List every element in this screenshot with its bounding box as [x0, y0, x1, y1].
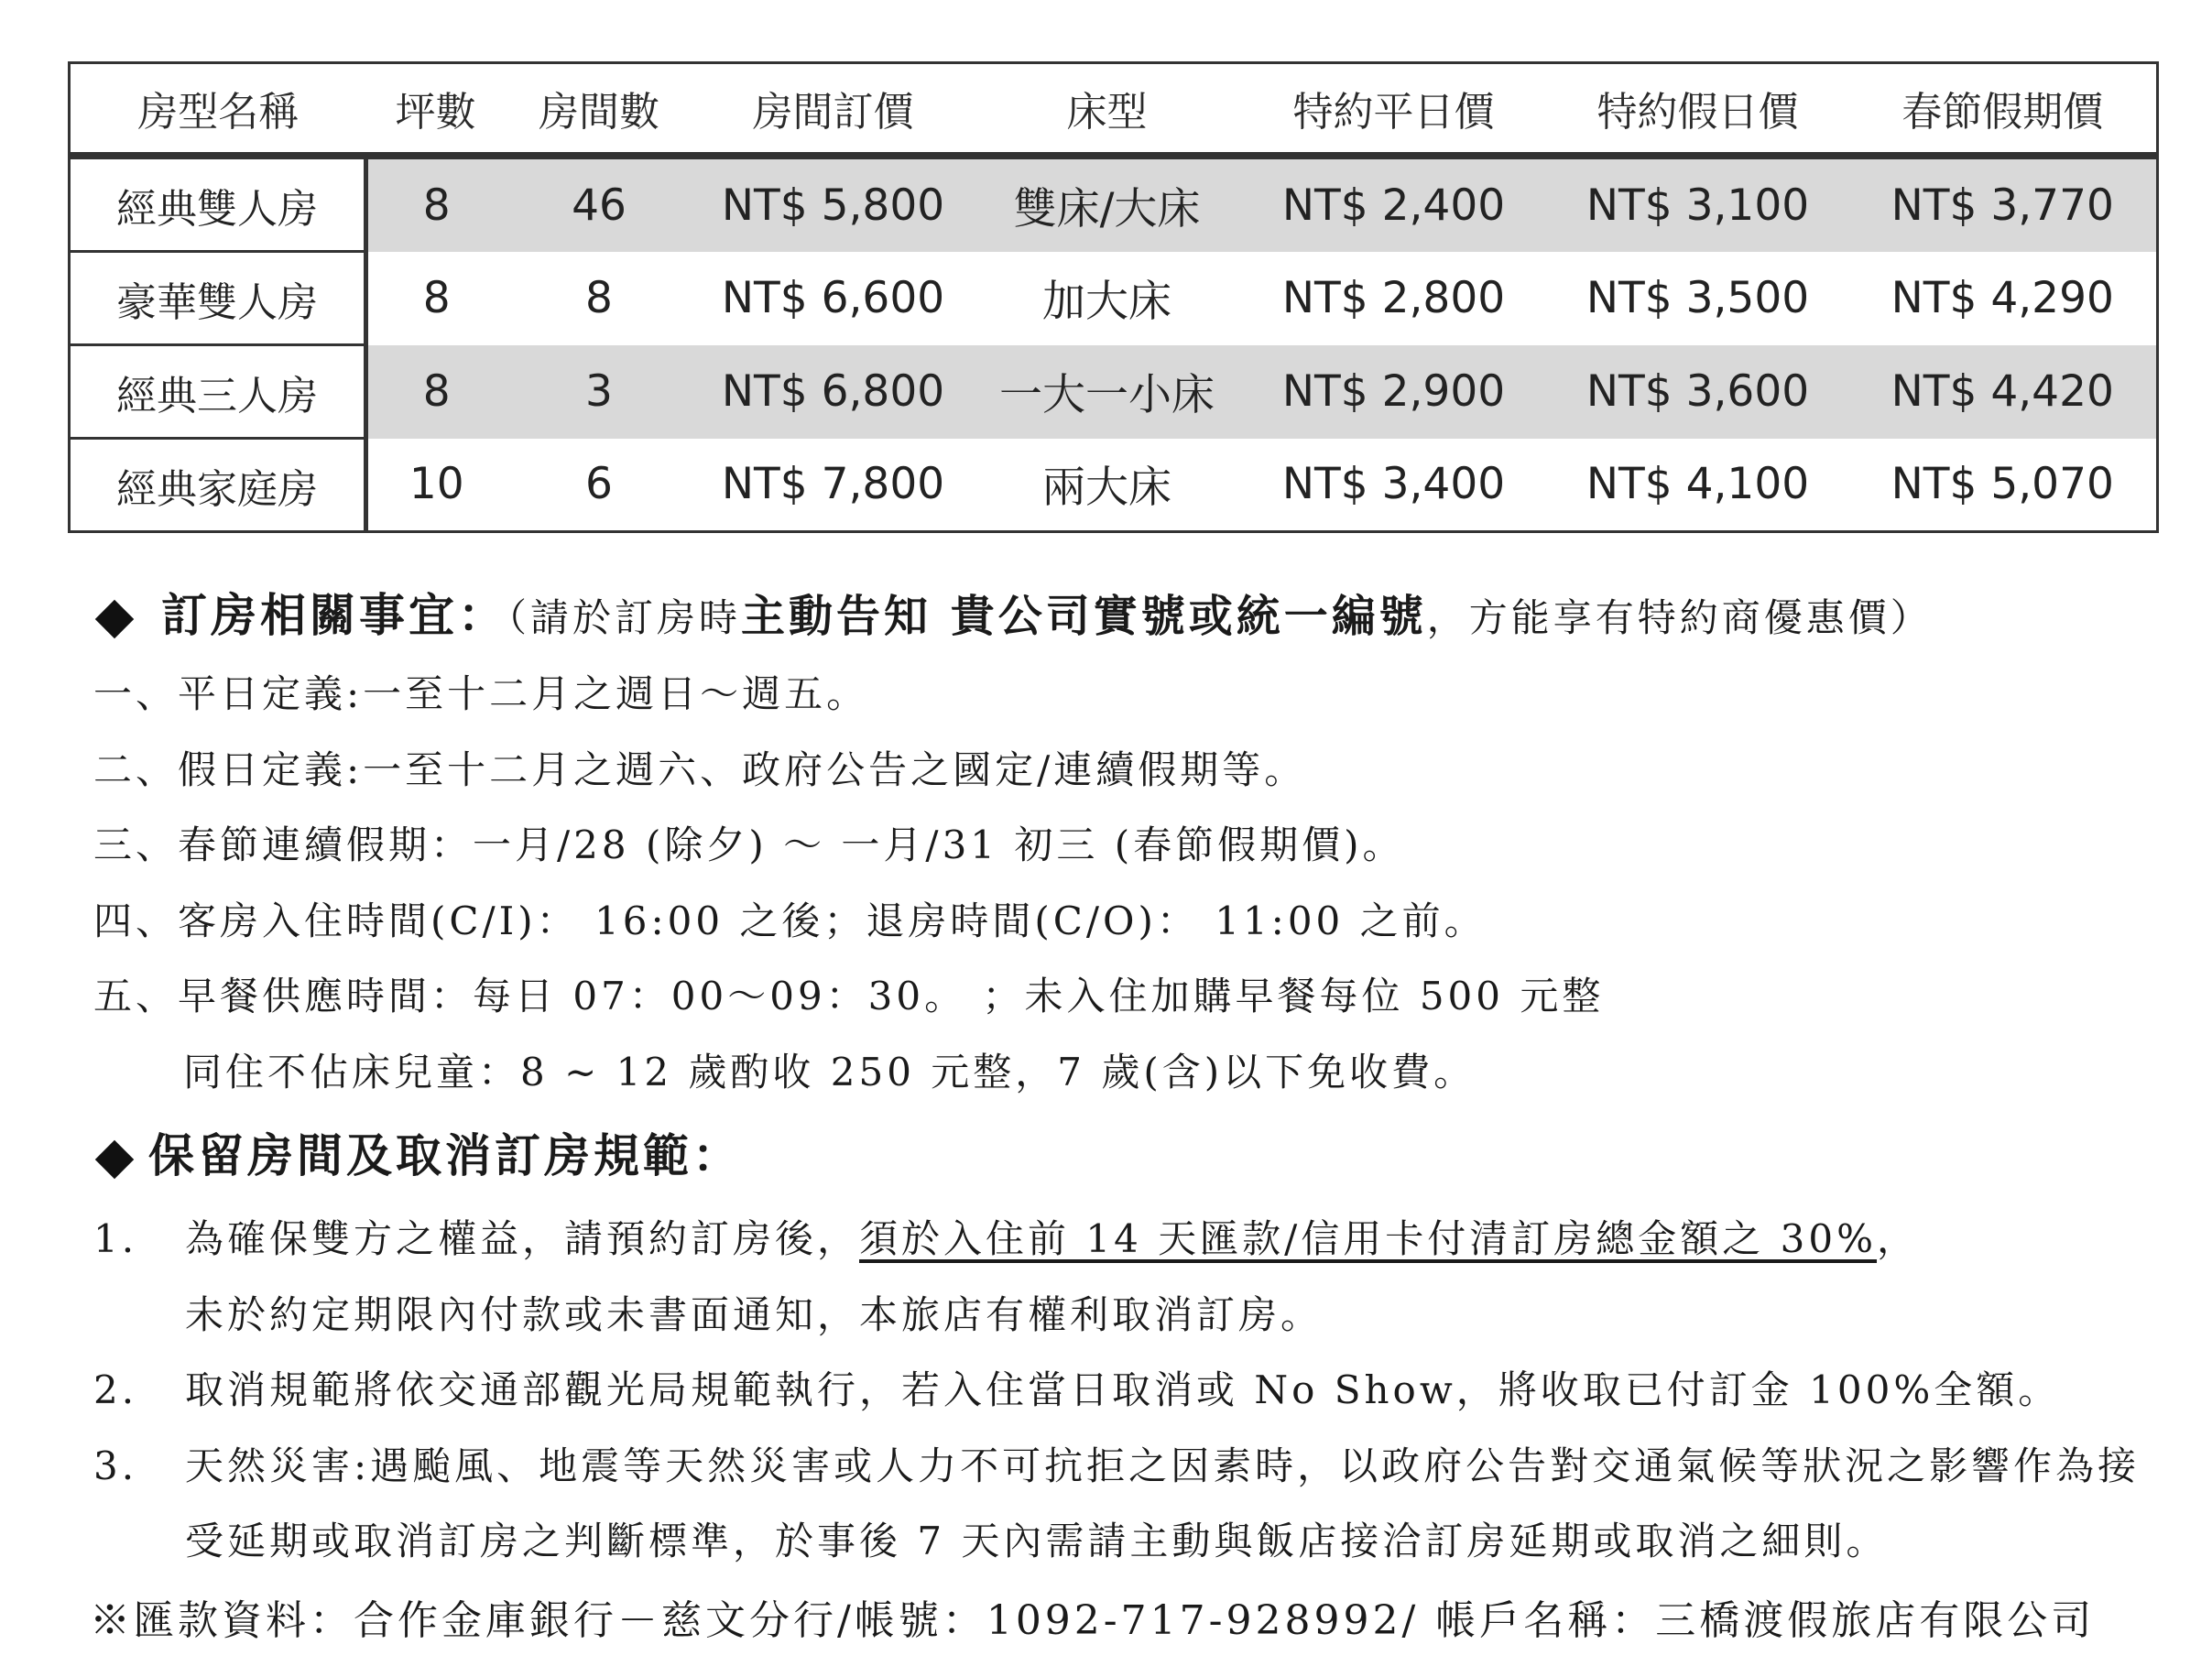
ping: 8: [366, 156, 506, 252]
cancel-item: 未於約定期限內付款或未書面通知，本旅店有權利取消訂房。: [185, 1292, 1324, 1337]
diamond-bullet-icon: [95, 1140, 134, 1179]
item-number: 3.: [93, 1443, 138, 1488]
holiday-price: NT$ 4,100: [1547, 439, 1849, 532]
cancel-item-underlined: 須於入住前 14 天匯款/信用卡付清訂房總金額之 30%: [859, 1216, 1878, 1261]
booking-item: 四、客房入住時間(C/I)： 16:00 之後；退房時間(C/O)： 11:00 之前。: [93, 898, 1487, 943]
cancel-title: 保留房間及取消訂房規範：: [148, 1128, 742, 1182]
new-year-price: NT$ 3,770: [1849, 156, 2158, 252]
bed-type: 一大一小床: [974, 345, 1241, 439]
ping: 8: [366, 252, 506, 345]
cancel-item: 受延期或取消訂房之判斷標準，於事後 7 天內需請主動與飯店接洽訂房延期或取消之細則。: [185, 1519, 1889, 1563]
diamond-bullet-icon: [95, 600, 134, 638]
room-name: 經典家庭房: [70, 439, 366, 532]
ping: 8: [366, 345, 506, 439]
room-rate-table: [68, 61, 2159, 533]
booking-item: 二、假日定義:一至十二月之週六、政府公告之國定/連續假期等。: [93, 747, 1307, 792]
weekday-price: NT$ 3,400: [1241, 439, 1547, 532]
table-row: [70, 345, 2158, 439]
booking-item: 三、春節連續假期：一月/28 (除夕) ～ 一月/31 初三 (春節假期價)。: [93, 822, 1405, 867]
new-year-price: NT$ 5,070: [1849, 439, 2158, 532]
table-row: [70, 252, 2158, 345]
cancel-section-heading: [88, 1119, 742, 1185]
holiday-price: NT$ 3,500: [1585, 273, 1810, 323]
remittance-info: ※匯款資料：合作金庫銀行－慈文分行/帳號：1092-717-928992/ 帳戶名稱：三橋渡假旅店有限公司: [90, 1597, 2096, 1644]
list-price: NT$ 5,800: [693, 156, 974, 252]
cancel-item: [93, 1436, 2140, 1491]
booking-note-bold: 主動告知 貴公司實號或統一編號: [741, 591, 1427, 642]
cancel-item-text: 為確保雙方之權益，請預約訂房後，: [185, 1216, 860, 1261]
item-number: 1.: [93, 1216, 138, 1261]
cancel-item: [93, 1209, 1919, 1264]
room-name: 經典三人房: [70, 345, 366, 439]
header-list-price: 房間訂價: [693, 63, 974, 157]
booking-note-pre: （請於訂房時: [507, 595, 742, 640]
room-count: 46: [506, 156, 693, 252]
table-row: [70, 439, 2158, 532]
booking-section-heading: [88, 579, 1933, 645]
room-count: 8: [585, 273, 613, 323]
cancel-item-text: 取消規範將依交通部觀光局規範執行，若入住當日取消或 No Show，將收取已付訂金 100%全額。: [185, 1367, 2061, 1412]
bed-type: 加大床: [1042, 277, 1171, 327]
header-weekday-price: 特約平日價: [1241, 63, 1547, 157]
table-row: [70, 156, 2158, 252]
bed-type: 兩大床: [974, 439, 1241, 532]
new-year-price: NT$ 4,290: [1849, 252, 2158, 345]
room-name: 豪華雙人房: [70, 252, 366, 345]
room-count: 3: [506, 345, 693, 439]
cancel-item: [93, 1360, 2060, 1415]
list-price: NT$ 7,800: [693, 439, 974, 532]
weekday-price: NT$ 2,900: [1241, 345, 1547, 439]
cancel-item-text: 天然災害:遇颱風、地震等天然災害或人力不可抗拒之因素時，以政府公告對交通氣候等狀況之影響作為接: [185, 1443, 2141, 1488]
header-room-type: 房型名稱: [70, 63, 366, 157]
booking-item: 同住不佔床兒童：8 ~ 12 歲酌收 250 元整，7 歲(含)以下免收費。: [183, 1050, 1476, 1094]
bed-type: 雙床/大床: [974, 156, 1241, 252]
room-count: 6: [506, 439, 693, 532]
cancel-item-text: ，: [1877, 1216, 1920, 1261]
booking-title: 訂房相關事宜：: [161, 588, 507, 642]
booking-item: 一、平日定義:一至十二月之週日～週五。: [93, 671, 869, 716]
header-new-year-price: 春節假期價: [1849, 63, 2158, 157]
list-price: NT$ 6,600: [721, 273, 945, 323]
booking-note-post: ，方能享有特約商優惠價）: [1426, 595, 1933, 640]
weekday-price: NT$ 2,400: [1241, 156, 1547, 252]
header-room-count: 房間數: [506, 63, 693, 157]
item-number: 2.: [93, 1367, 138, 1412]
room-name: 經典雙人房: [70, 156, 366, 252]
header-ping: 坪數: [366, 63, 506, 157]
table-header-row: [70, 63, 2158, 157]
booking-item: 五、早餐供應時間：每日 07：00～09：30。 ；未入住加購早餐每位 500 元整: [93, 974, 1605, 1018]
new-year-price: NT$ 4,420: [1849, 345, 2158, 439]
ping: 10: [366, 439, 506, 532]
list-price: NT$ 6,800: [693, 345, 974, 439]
header-holiday-price: 特約假日價: [1547, 63, 1849, 157]
holiday-price: NT$ 3,600: [1547, 345, 1849, 439]
header-bed-type: 床型: [974, 63, 1241, 157]
holiday-price: NT$ 3,100: [1547, 156, 1849, 252]
weekday-price: NT$ 2,800: [1281, 273, 1506, 323]
